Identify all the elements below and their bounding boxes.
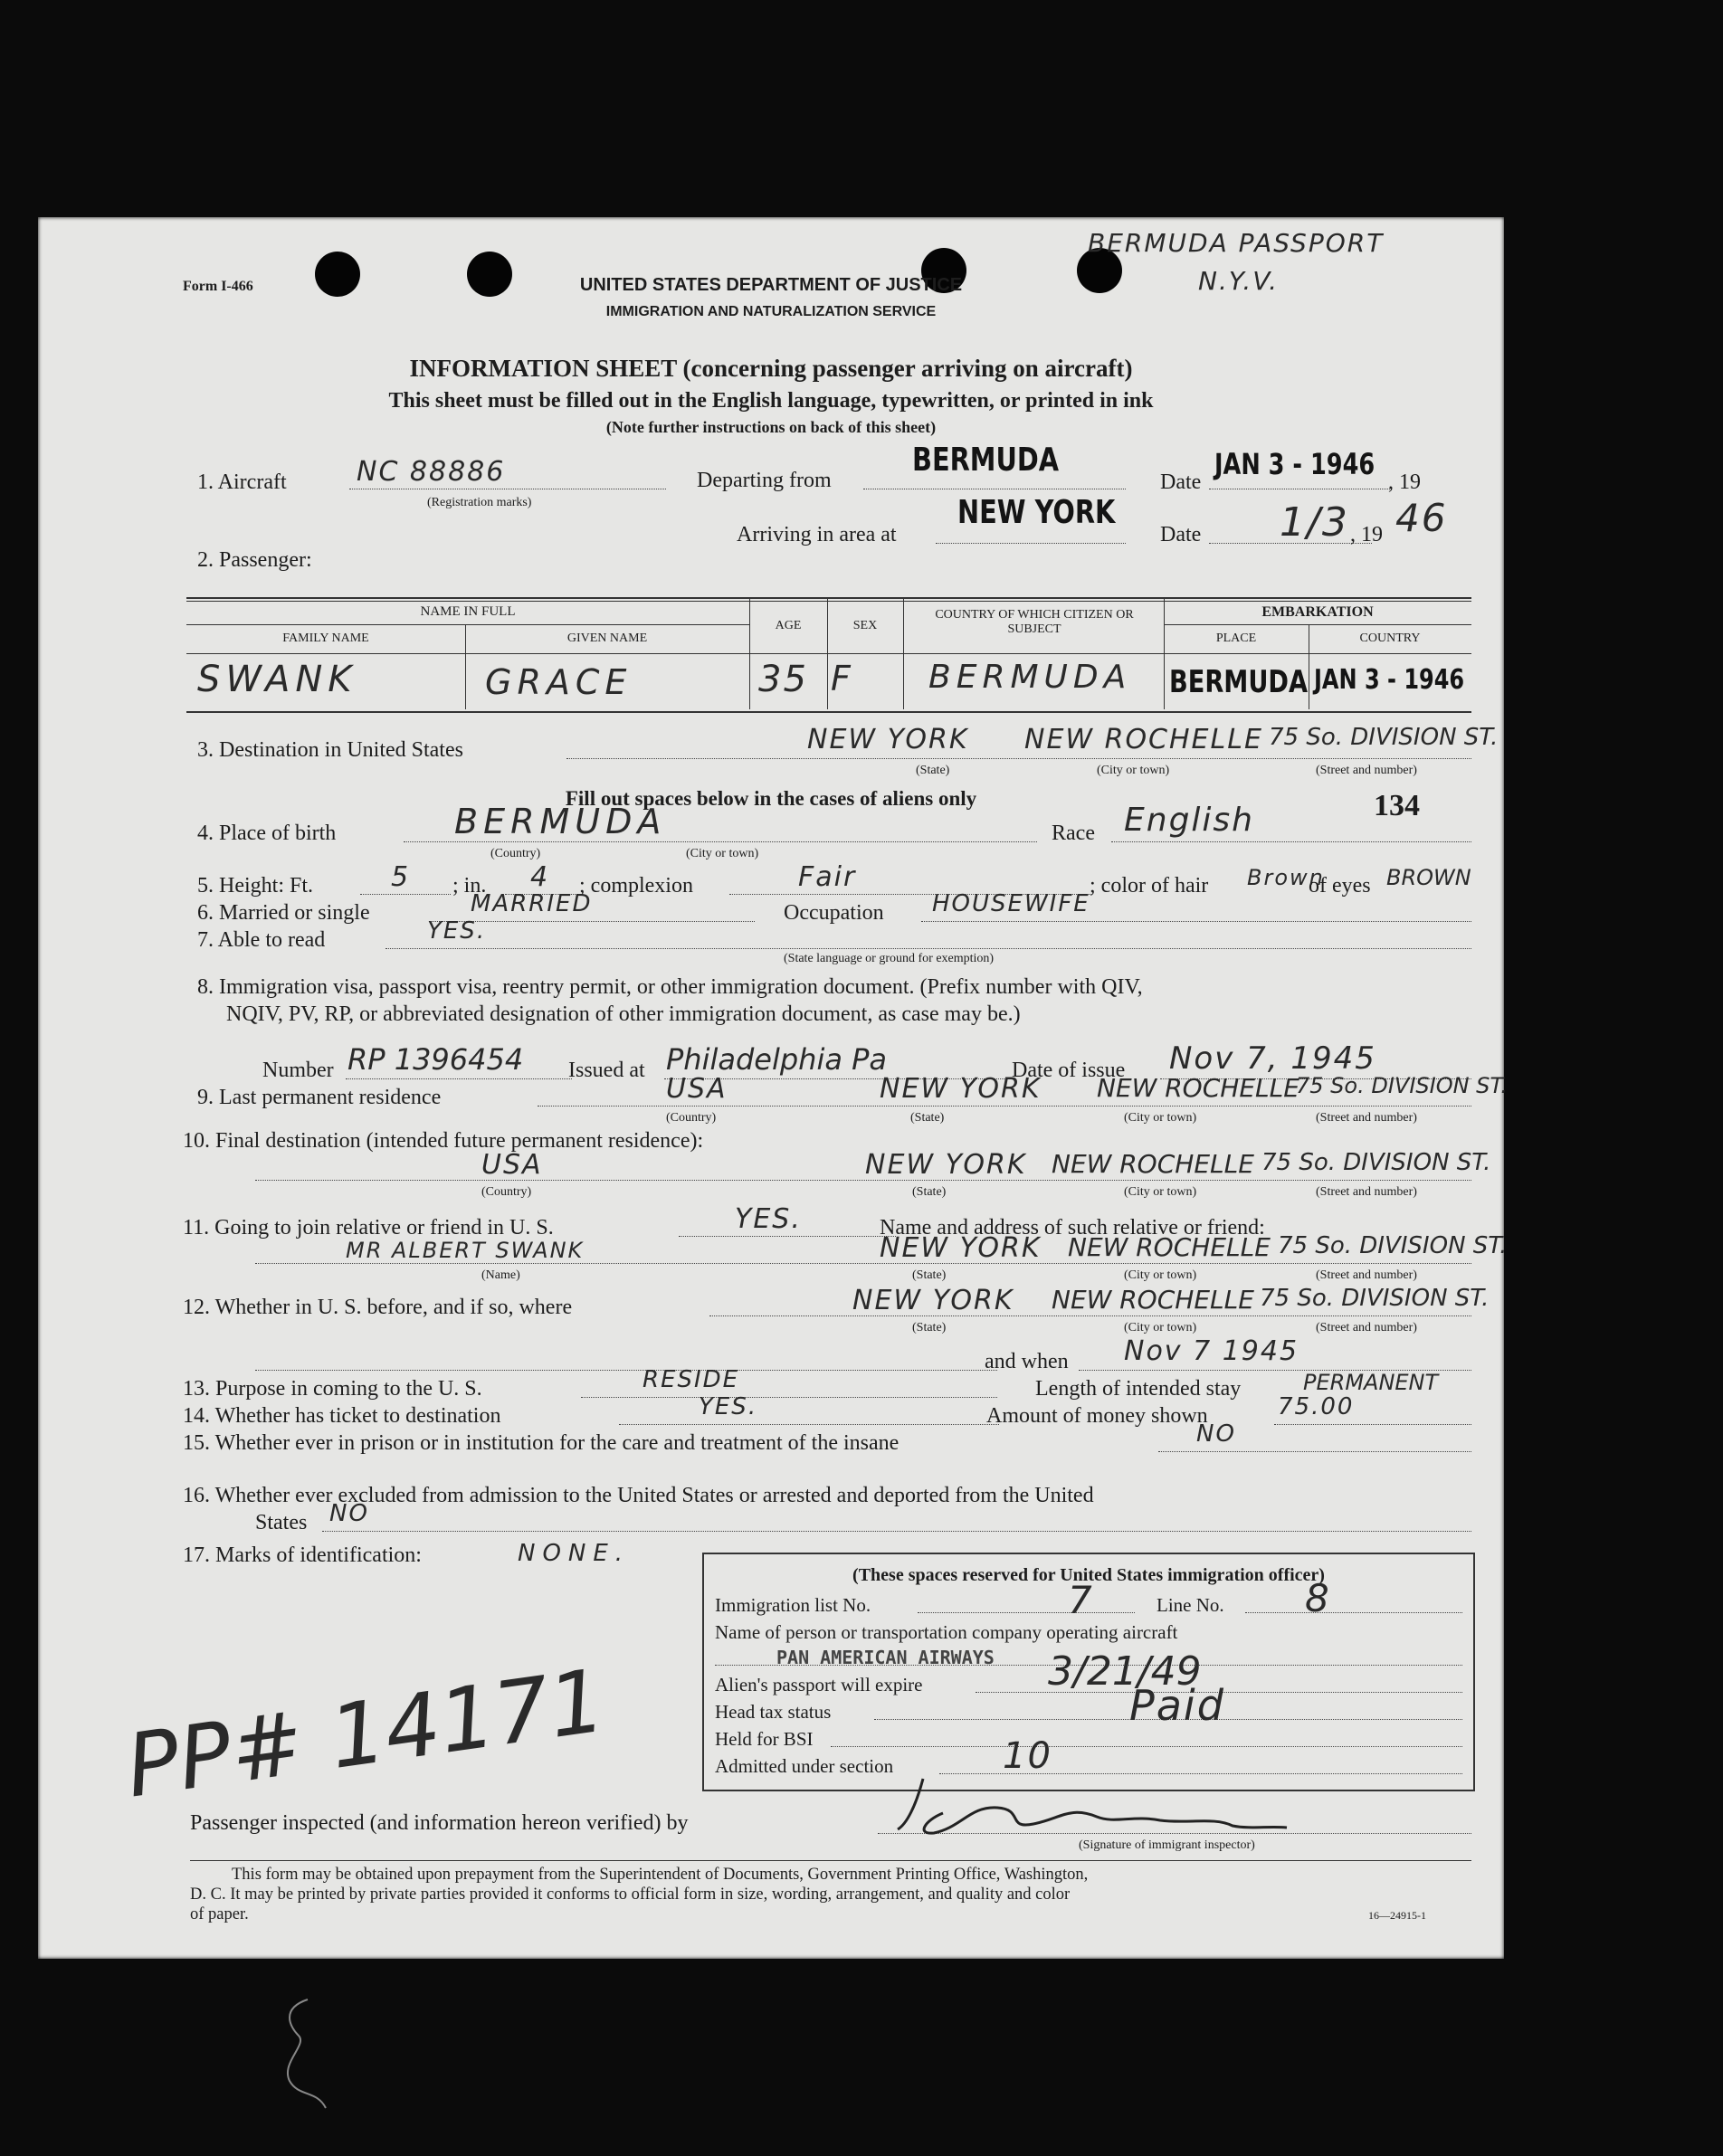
form-instruction: This sheet must be filled out in the English language, typewritten, or printed in ink <box>388 389 1154 413</box>
join-cap-state: (State) <box>912 1268 947 1282</box>
read-label: 7. Able to read <box>197 928 326 952</box>
hair-value: Brown <box>1247 865 1325 890</box>
form-note: (Note further instructions on back of this sheet) <box>605 418 937 436</box>
final-dest-cap-city: (City or town) <box>1124 1185 1197 1199</box>
join-name: MR ALBERT SWANK <box>346 1238 585 1263</box>
officer-line-label: Line No. <box>1157 1594 1224 1616</box>
last-residence-state: NEW YORK <box>880 1073 1042 1105</box>
visa-number: RP 1396454 <box>347 1042 524 1077</box>
read-value: YES. <box>427 917 487 945</box>
height-inches: 4 <box>530 861 550 893</box>
officer-section-label: Admitted under section <box>715 1755 894 1777</box>
married-value: MARRIED <box>471 890 593 917</box>
join-cap-name: (Name) <box>481 1268 520 1282</box>
final-dest-street: 75 So. DIVISION ST. <box>1261 1149 1491 1176</box>
col-country: COUNTRY OF WHICH CITIZEN OR SUBJECT <box>935 608 1134 636</box>
join-street: 75 So. DIVISION ST. <box>1278 1232 1508 1259</box>
officer-tax-value: Paid <box>1129 1681 1225 1730</box>
join-state: NEW YORK <box>880 1232 1042 1264</box>
destination-cap-city: (City or town) <box>1097 764 1170 777</box>
officer-passport-label: Alien's passport will expire <box>715 1674 923 1695</box>
aliens-heading: Fill out spaces below in the cases of aliens only <box>565 787 977 810</box>
complexion-label: ; complexion <box>579 874 693 898</box>
marks-value: NONE. <box>518 1540 631 1567</box>
sex-value: F <box>831 659 852 698</box>
arriving-label: Arriving in area at <box>737 523 897 546</box>
prison-label: 15. Whether ever in prison or in institution for the care and treatment of the insane <box>183 1431 900 1455</box>
departing-label: Departing from <box>697 469 832 492</box>
visa-date: Nov 7, 1945 <box>1169 1040 1376 1077</box>
col-embarkation: EMBARKATION <box>1261 604 1374 620</box>
height-ft: 5 <box>391 861 411 893</box>
before-label: 12. Whether in U. S. before, and if so, where <box>183 1296 573 1319</box>
last-residence-label: 9. Last permanent residence <box>197 1086 442 1109</box>
final-dest-country: USA <box>481 1149 543 1181</box>
passenger-label: 2. Passenger: <box>197 548 312 572</box>
department-name: UNITED STATES DEPARTMENT OF JUSTICE <box>579 275 963 295</box>
col-family-name: FAMILY NAME <box>282 632 369 645</box>
before-cap-city: (City or town) <box>1124 1321 1197 1334</box>
last-residence-city: NEW ROCHELLE <box>1097 1073 1299 1103</box>
date2-suffix: , 19 <box>1350 523 1383 546</box>
birth-cap-city: (City or town) <box>686 847 759 860</box>
form-number: Form I-466 <box>183 279 253 294</box>
marks-label: 17. Marks of identification: <box>183 1543 422 1567</box>
officer-operator-value: PAN AMERICAN AIRWAYS <box>776 1647 995 1668</box>
destination-state: NEW YORK <box>807 724 969 755</box>
visa-issued: Philadelphia Pa <box>666 1042 888 1077</box>
service-name: IMMIGRATION AND NATURALIZATION SERVICE <box>605 304 937 319</box>
final-dest-cap-country: (Country) <box>481 1185 532 1199</box>
prison-value: NO <box>1196 1420 1236 1448</box>
officer-list-value: 7 <box>1068 1578 1094 1622</box>
before-when: Nov 7 1945 <box>1124 1335 1299 1367</box>
before-city: NEW ROCHELLE <box>1052 1285 1254 1315</box>
passenger-table <box>186 597 1471 713</box>
col-given-name: GIVEN NAME <box>566 632 648 645</box>
read-caption: (State language or ground for exemption) <box>784 952 995 965</box>
family-name-value: SWANK <box>197 659 357 700</box>
last-residence-cap-city: (City or town) <box>1124 1111 1197 1125</box>
birth-cap-country: (Country) <box>490 847 541 860</box>
stray-mark <box>271 1990 344 2117</box>
before-cap-state: (State) <box>912 1321 947 1334</box>
footer-line1: This form may be obtained upon prepayment from the Superintendent of Documents, Government Printing Office, Washington, <box>232 1866 1089 1884</box>
last-residence-cap-country: (Country) <box>666 1111 717 1125</box>
date2-label: Date <box>1160 523 1202 546</box>
join-value: YES. <box>735 1203 802 1235</box>
emb-place-value: BERMUDA <box>1169 664 1309 700</box>
complexion-value: Fair <box>798 861 857 893</box>
given-name-value: GRACE <box>485 662 633 702</box>
officer-tax-label: Head tax status <box>715 1701 832 1723</box>
footer-line2: D. C. It may be printed by private parties provided it conforms to official form in size, wording, arrangement, and quality and color <box>190 1885 1071 1904</box>
col-sex: SEX <box>852 619 878 632</box>
race-label: Race <box>1052 822 1095 845</box>
destination-cap-street: (Street and number) <box>1316 764 1417 777</box>
date2-year: 46 <box>1395 496 1448 540</box>
destination-cap-state: (State) <box>916 764 950 777</box>
last-residence-country: USA <box>666 1073 728 1105</box>
excluded-value: NO <box>329 1500 369 1527</box>
corner-note-line2: N.Y.V. <box>1198 266 1280 296</box>
corner-note-line1: BERMUDA PASSPORT <box>1088 228 1385 258</box>
join-city: NEW ROCHELLE <box>1068 1232 1271 1262</box>
eyes-value: BROWN <box>1386 865 1471 890</box>
final-dest-cap-state: (State) <box>912 1185 947 1199</box>
married-label: 6. Married or single <box>197 901 370 925</box>
purpose-label: 13. Purpose in coming to the U. S. <box>183 1377 482 1401</box>
hair-label: ; color of hair <box>1090 874 1209 898</box>
birth-value: BERMUDA <box>454 802 667 841</box>
last-residence-cap-street: (Street and number) <box>1316 1111 1417 1125</box>
eyes-label: of eyes <box>1309 874 1371 898</box>
destination-street: 75 So. DIVISION ST. <box>1269 724 1499 751</box>
height-label: 5. Height: Ft. <box>197 874 314 898</box>
visa-number-label: Number <box>262 1059 334 1082</box>
footer-code: 16—24915-1 <box>1368 1909 1426 1922</box>
purpose-value: RESIDE <box>643 1366 740 1393</box>
money-label: Amount of money shown <box>986 1404 1208 1428</box>
visa-text1: 8. Immigration visa, passport visa, reentry permit, or other immigration document. (Prefix number with QIV, <box>197 975 1143 999</box>
form-sheet <box>38 217 1508 1959</box>
officer-line-value: 8 <box>1305 1576 1331 1620</box>
join-cap-city: (City or town) <box>1124 1268 1197 1282</box>
inspected-caption: (Signature of immigrant inspector) <box>1079 1838 1255 1852</box>
final-dest-state: NEW YORK <box>865 1149 1027 1181</box>
officer-list-label: Immigration list No. <box>715 1594 871 1616</box>
departing-value: BERMUDA <box>912 442 1060 479</box>
date1-value: JAN 3 - 1946 <box>1214 447 1376 481</box>
inspected-label: Passenger inspected (and information hereon verified) by <box>190 1811 689 1835</box>
final-dest-label: 10. Final destination (intended future permanent residence): <box>183 1129 704 1153</box>
form-title: INFORMATION SHEET (concerning passenger arriving on aircraft) <box>409 355 1133 382</box>
before-street: 75 So. DIVISION ST. <box>1260 1285 1490 1312</box>
last-residence-street: 75 So. DIVISION ST. <box>1296 1073 1508 1098</box>
before-cap-street: (Street and number) <box>1316 1321 1417 1334</box>
date1-label: Date <box>1160 470 1202 494</box>
date1-suffix: , 19 <box>1388 470 1421 494</box>
before-when-label: and when <box>985 1350 1069 1373</box>
citizen-of-value: BERMUDA <box>928 659 1132 696</box>
footer-line3: of paper. <box>190 1905 249 1923</box>
ticket-value: YES. <box>699 1393 758 1420</box>
visa-text2: NQIV, PV, RP, or abbreviated designation of other immigration document, as case may be.) <box>226 1002 1021 1026</box>
emb-country-value: JAN 3 - 1946 <box>1314 664 1465 696</box>
occupation-value: HOUSEWIFE <box>932 890 1090 917</box>
arriving-value: NEW YORK <box>957 494 1116 531</box>
officer-passport-value: 3/21/49 <box>1048 1648 1202 1695</box>
officer-box <box>702 1553 1475 1791</box>
aircraft-caption: (Registration marks) <box>427 496 532 509</box>
margin-note: PP# 14171 <box>119 1649 612 1818</box>
list-number: 134 <box>1374 789 1420 822</box>
excluded-label1: 16. Whether ever excluded from admission to the United States or arrested and deported from the United <box>183 1484 1094 1507</box>
occupation-label: Occupation <box>784 901 884 925</box>
race-value: English <box>1124 802 1254 839</box>
age-value: 35 <box>758 659 808 700</box>
ticket-label: 14. Whether has ticket to destination <box>183 1404 501 1428</box>
final-dest-cap-street: (Street and number) <box>1316 1185 1417 1199</box>
money-value: 75.00 <box>1278 1393 1355 1420</box>
col-age: AGE <box>775 619 802 632</box>
length-label: Length of intended stay <box>1035 1377 1242 1401</box>
length-value: PERMANENT <box>1303 1370 1439 1395</box>
col-name-in-full: NAME IN FULL <box>420 604 516 619</box>
officer-heading: (These spaces reserved for United States immigration officer) <box>852 1565 1325 1585</box>
destination-city: NEW ROCHELLE <box>1024 724 1263 755</box>
col-emb-country: COUNTRY <box>1359 632 1421 645</box>
officer-section-value: 10 <box>1003 1735 1052 1777</box>
join-cap-street: (Street and number) <box>1316 1268 1417 1282</box>
aircraft-label: 1. Aircraft <box>197 470 287 494</box>
destination-label: 3. Destination in United States <box>197 738 463 762</box>
visa-issued-label: Issued at <box>568 1059 645 1082</box>
officer-bsi-label: Held for BSI <box>715 1728 814 1750</box>
date2-value: 1/3 <box>1280 499 1349 546</box>
officer-operator-label: Name of person or transportation company operating aircraft <box>715 1621 1178 1643</box>
inches-label: ; in. <box>452 874 487 898</box>
before-state: NEW YORK <box>852 1285 1014 1316</box>
final-dest-city: NEW ROCHELLE <box>1052 1149 1254 1179</box>
join-name-label: Name and address of such relative or friend: <box>880 1216 1265 1239</box>
aircraft-value: NC 88886 <box>357 456 506 488</box>
visa-date-label: Date of issue <box>1012 1059 1126 1082</box>
col-place: PLACE <box>1215 632 1257 645</box>
inspector-signature <box>889 1770 1341 1842</box>
birth-label: 4. Place of birth <box>197 822 337 845</box>
excluded-label2: States <box>255 1511 308 1534</box>
join-label: 11. Going to join relative or friend in U. S. <box>183 1216 554 1239</box>
last-residence-cap-state: (State) <box>910 1111 945 1125</box>
